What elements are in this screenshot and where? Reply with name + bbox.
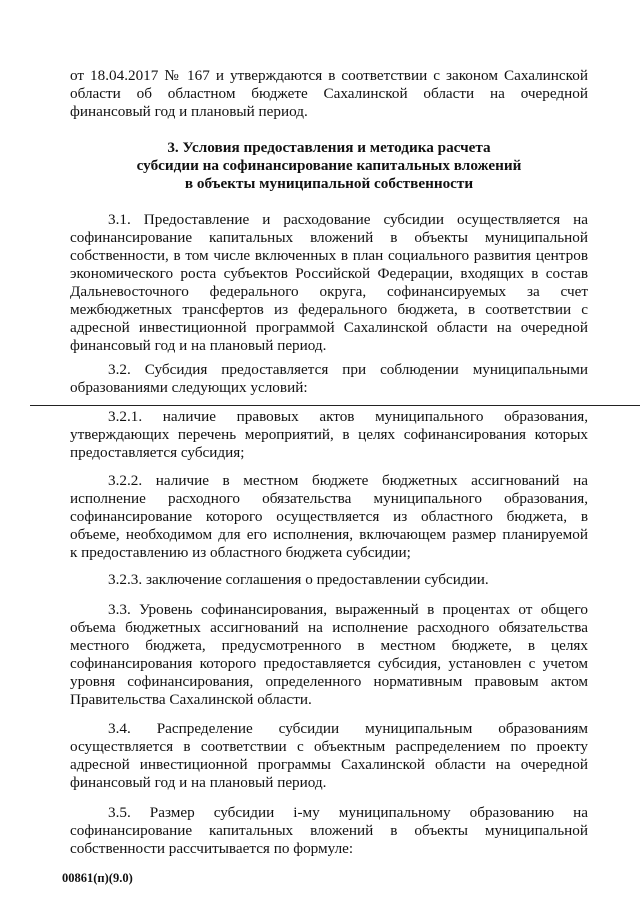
text-line: 3.2.2. наличие в местном бюджете бюджетных ассигнований на bbox=[108, 472, 588, 489]
text-line: софинансирование капитальных вложений в объекты муниципальной bbox=[70, 229, 588, 246]
text-line: собственности рассчитывается по формуле: bbox=[70, 840, 354, 857]
text-line: к предоставлению из областного бюджета субсидии; bbox=[70, 544, 411, 561]
text-line: уровня софинансирования, определенного нормативным правовым актом bbox=[70, 673, 588, 690]
text-line: софинансирование которого осуществляется из областного бюджета, в bbox=[70, 508, 588, 525]
text-line: утверждающих перечень мероприятий, в целях софинансирования которых bbox=[70, 426, 588, 443]
text-line: финансовый год и на плановый период. bbox=[70, 337, 327, 354]
text-line: адресной инвестиционной программой Сахалинской области на очередной bbox=[70, 319, 588, 336]
text-line: 3.3. Уровень софинансирования, выраженный в процентах от общего bbox=[108, 601, 588, 618]
paragraph-3-3 bbox=[70, 601, 588, 709]
section-title bbox=[70, 139, 588, 193]
text-line: объеме, необходимом для его исполнения, включающем размер планируемой bbox=[70, 526, 588, 543]
scan-line-divider bbox=[30, 405, 640, 406]
paragraph-3-1 bbox=[70, 211, 588, 355]
text-line: 3.1. Предоставление и расходование субсидии осуществляется на bbox=[108, 211, 588, 228]
text-line: Дальневосточного федерального округа, софинансируемых за счет bbox=[70, 283, 588, 300]
section-title-line: субсидии на софинансирование капитальных вложений bbox=[136, 157, 522, 174]
text-line: экономического роста субъектов Российской Федерации, входящих в состав bbox=[70, 265, 588, 282]
text-line: финансовый год и на плановый период. bbox=[70, 774, 327, 791]
paragraph-3-2 bbox=[70, 361, 588, 397]
text-line: 3.2.1. наличие правовых актов муниципального образования, bbox=[108, 408, 588, 425]
paragraph-3-4 bbox=[70, 720, 588, 792]
document-code: 00861(п)(9.0) bbox=[62, 871, 133, 885]
paragraph-3-5 bbox=[70, 804, 588, 858]
intro-paragraph bbox=[70, 67, 588, 121]
text-line: софинансирование капитальных вложений в объекты муниципальной bbox=[70, 822, 588, 839]
text-line: объема бюджетных ассигнований на исполнение расходного обязательства bbox=[70, 619, 588, 636]
section-title-line: 3. Условия предоставления и методика расчета bbox=[167, 139, 491, 156]
text-line: финансовый год и плановый период. bbox=[70, 103, 308, 120]
paragraph-3-2-1 bbox=[70, 408, 588, 462]
text-line: 3.2.3. заключение соглашения о предоставлении субсидии. bbox=[108, 571, 489, 588]
paragraph-3-2-2 bbox=[70, 472, 588, 562]
text-line: 3.5. Размер субсидии i-му муниципальному образованию на bbox=[108, 804, 588, 821]
text-line: 3.4. Распределение субсидии муниципальным образованиям bbox=[108, 720, 588, 737]
text-line: адресной инвестиционной программы Сахалинской области на очередной bbox=[70, 756, 588, 773]
text-line: софинансирования которого предоставляется субсидия, установлен с учетом bbox=[70, 655, 588, 672]
text-line: 3.2. Субсидия предоставляется при соблюдении муниципальными bbox=[108, 361, 588, 378]
text-line: осуществляется в соответствии с объектным распределением по проекту bbox=[70, 738, 588, 755]
text-line: от 18.04.2017 № 167 и утверждаются в соответствии с законом Сахалинской bbox=[70, 67, 588, 84]
text-line: собственности, в том числе включенных в план социального развития центров bbox=[70, 247, 588, 264]
text-line: местного бюджета, предусмотренного в местном бюджете, в целях bbox=[70, 637, 588, 654]
paragraph-3-2-3 bbox=[70, 571, 588, 589]
text-line: Правительства Сахалинской области. bbox=[70, 691, 312, 708]
text-line: межбюджетных трансфертов из федерального бюджета, в соответствии с bbox=[70, 301, 588, 318]
section-title-line: в объекты муниципальной собственности bbox=[184, 175, 474, 192]
text-line: предоставляется субсидия; bbox=[70, 444, 245, 461]
text-line: исполнение расходного обязательства муниципального образования, bbox=[70, 490, 588, 507]
text-line: образованиями следующих условий: bbox=[70, 379, 308, 396]
text-line: области об областном бюджете Сахалинской области на очередной bbox=[70, 85, 588, 102]
